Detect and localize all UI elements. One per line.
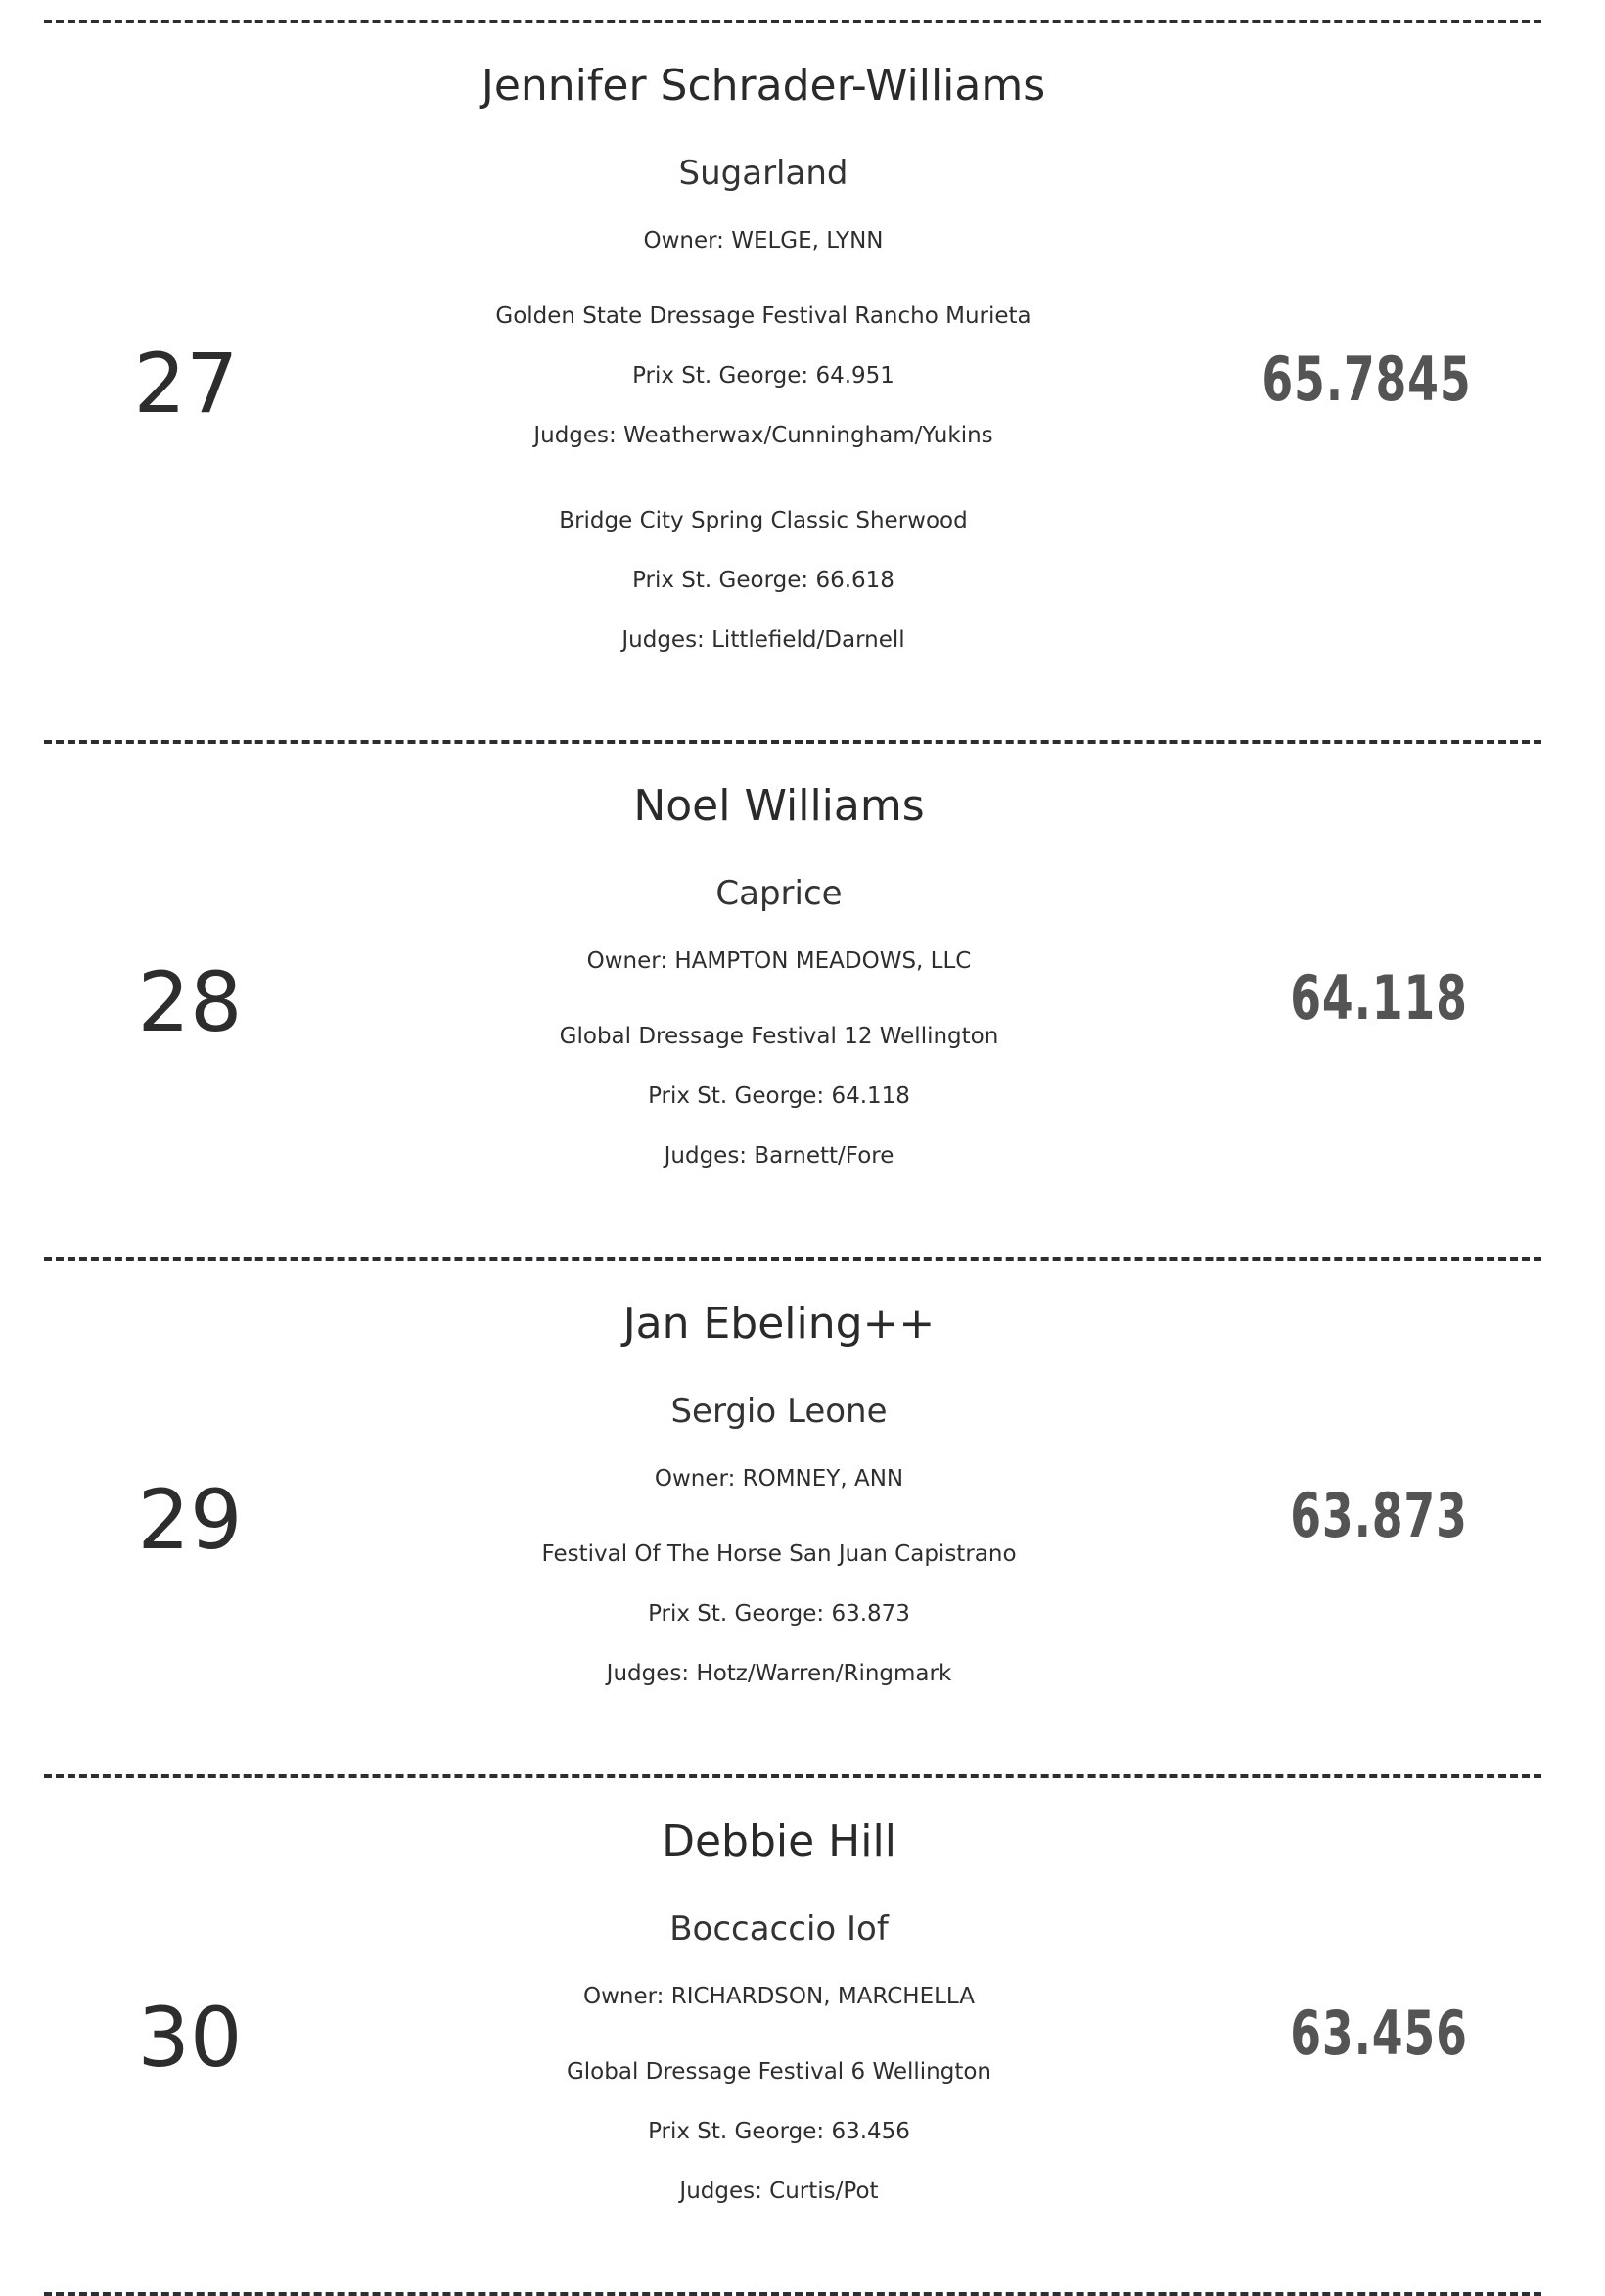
rank-number: 30	[137, 1990, 243, 2086]
event-name: Global Dressage Festival 6 Wellington	[566, 2059, 992, 2085]
judges-line: Judges: Barnett/Fore	[664, 1143, 894, 1169]
rank-number: 28	[137, 954, 243, 1050]
competition-result	[323, 305, 1204, 453]
judges-line: Judges: Curtis/Pot	[679, 2179, 879, 2204]
horse-name: Sugarland	[678, 154, 848, 193]
horse-name: Caprice	[715, 874, 843, 913]
divider	[44, 740, 1541, 744]
divider	[44, 1774, 1541, 1778]
rider-name: Jennifer Schrader-Williams	[481, 61, 1046, 111]
rider-name: Jan Ebeling++	[622, 1299, 936, 1349]
judges-line: Judges: Hotz/Warren/Ringmark	[606, 1661, 952, 1686]
event-name: Global Dressage Festival 12 Wellington	[559, 1024, 999, 1049]
competition-results	[323, 305, 1204, 658]
average-score: 63.873	[1290, 1480, 1468, 1551]
entry-details	[339, 1299, 1219, 1748]
average-score: 63.456	[1290, 1998, 1468, 2069]
test-score: Prix St. George: 64.951	[632, 363, 894, 389]
rank-number: 29	[137, 1472, 243, 1568]
owner-line: Owner: RICHARDSON, MARCHELLA	[582, 1984, 976, 2009]
horse-name: Boccaccio Iof	[669, 1909, 889, 1949]
entry-details	[339, 1816, 1219, 2266]
average-score: 64.118	[1290, 962, 1468, 1033]
test-score: Prix St. George: 63.873	[648, 1601, 910, 1627]
competition-result	[339, 1026, 1219, 1173]
competition-result	[339, 1543, 1219, 1691]
entry-details	[339, 781, 1219, 1230]
competition-result	[339, 2061, 1219, 2209]
divider	[44, 20, 1541, 23]
average-score: 65.7845	[1261, 344, 1472, 415]
rank-number: 27	[133, 336, 239, 432]
horse-name: Sergio Leone	[670, 1392, 888, 1431]
owner-line: Owner: WELGE, LYNN	[643, 228, 884, 253]
judges-line: Judges: Weatherwax/Cunningham/Yukins	[533, 423, 993, 448]
test-score: Prix St. George: 63.456	[648, 2119, 910, 2144]
test-score: Prix St. George: 66.618	[632, 568, 894, 593]
owner-line: Owner: ROMNEY, ANN	[654, 1466, 904, 1492]
competition-result	[323, 510, 1204, 658]
event-name: Golden State Dressage Festival Rancho Murieta	[495, 303, 1032, 329]
owner-line: Owner: HAMPTON MEADOWS, LLC	[586, 948, 972, 974]
rider-name: Debbie Hill	[662, 1816, 896, 1866]
event-name: Festival Of The Horse San Juan Capistrano	[541, 1541, 1017, 1567]
event-name: Bridge City Spring Classic Sherwood	[559, 508, 968, 533]
judges-line: Judges: Littlefield/Darnell	[621, 627, 905, 653]
entry-details	[323, 61, 1204, 714]
competition-results	[339, 1543, 1219, 1691]
competition-results	[339, 2061, 1219, 2209]
test-score: Prix St. George: 64.118	[648, 1083, 910, 1109]
competition-results	[339, 1026, 1219, 1173]
divider	[44, 2292, 1541, 2296]
rider-name: Noel Williams	[633, 781, 925, 831]
divider	[44, 1257, 1541, 1261]
